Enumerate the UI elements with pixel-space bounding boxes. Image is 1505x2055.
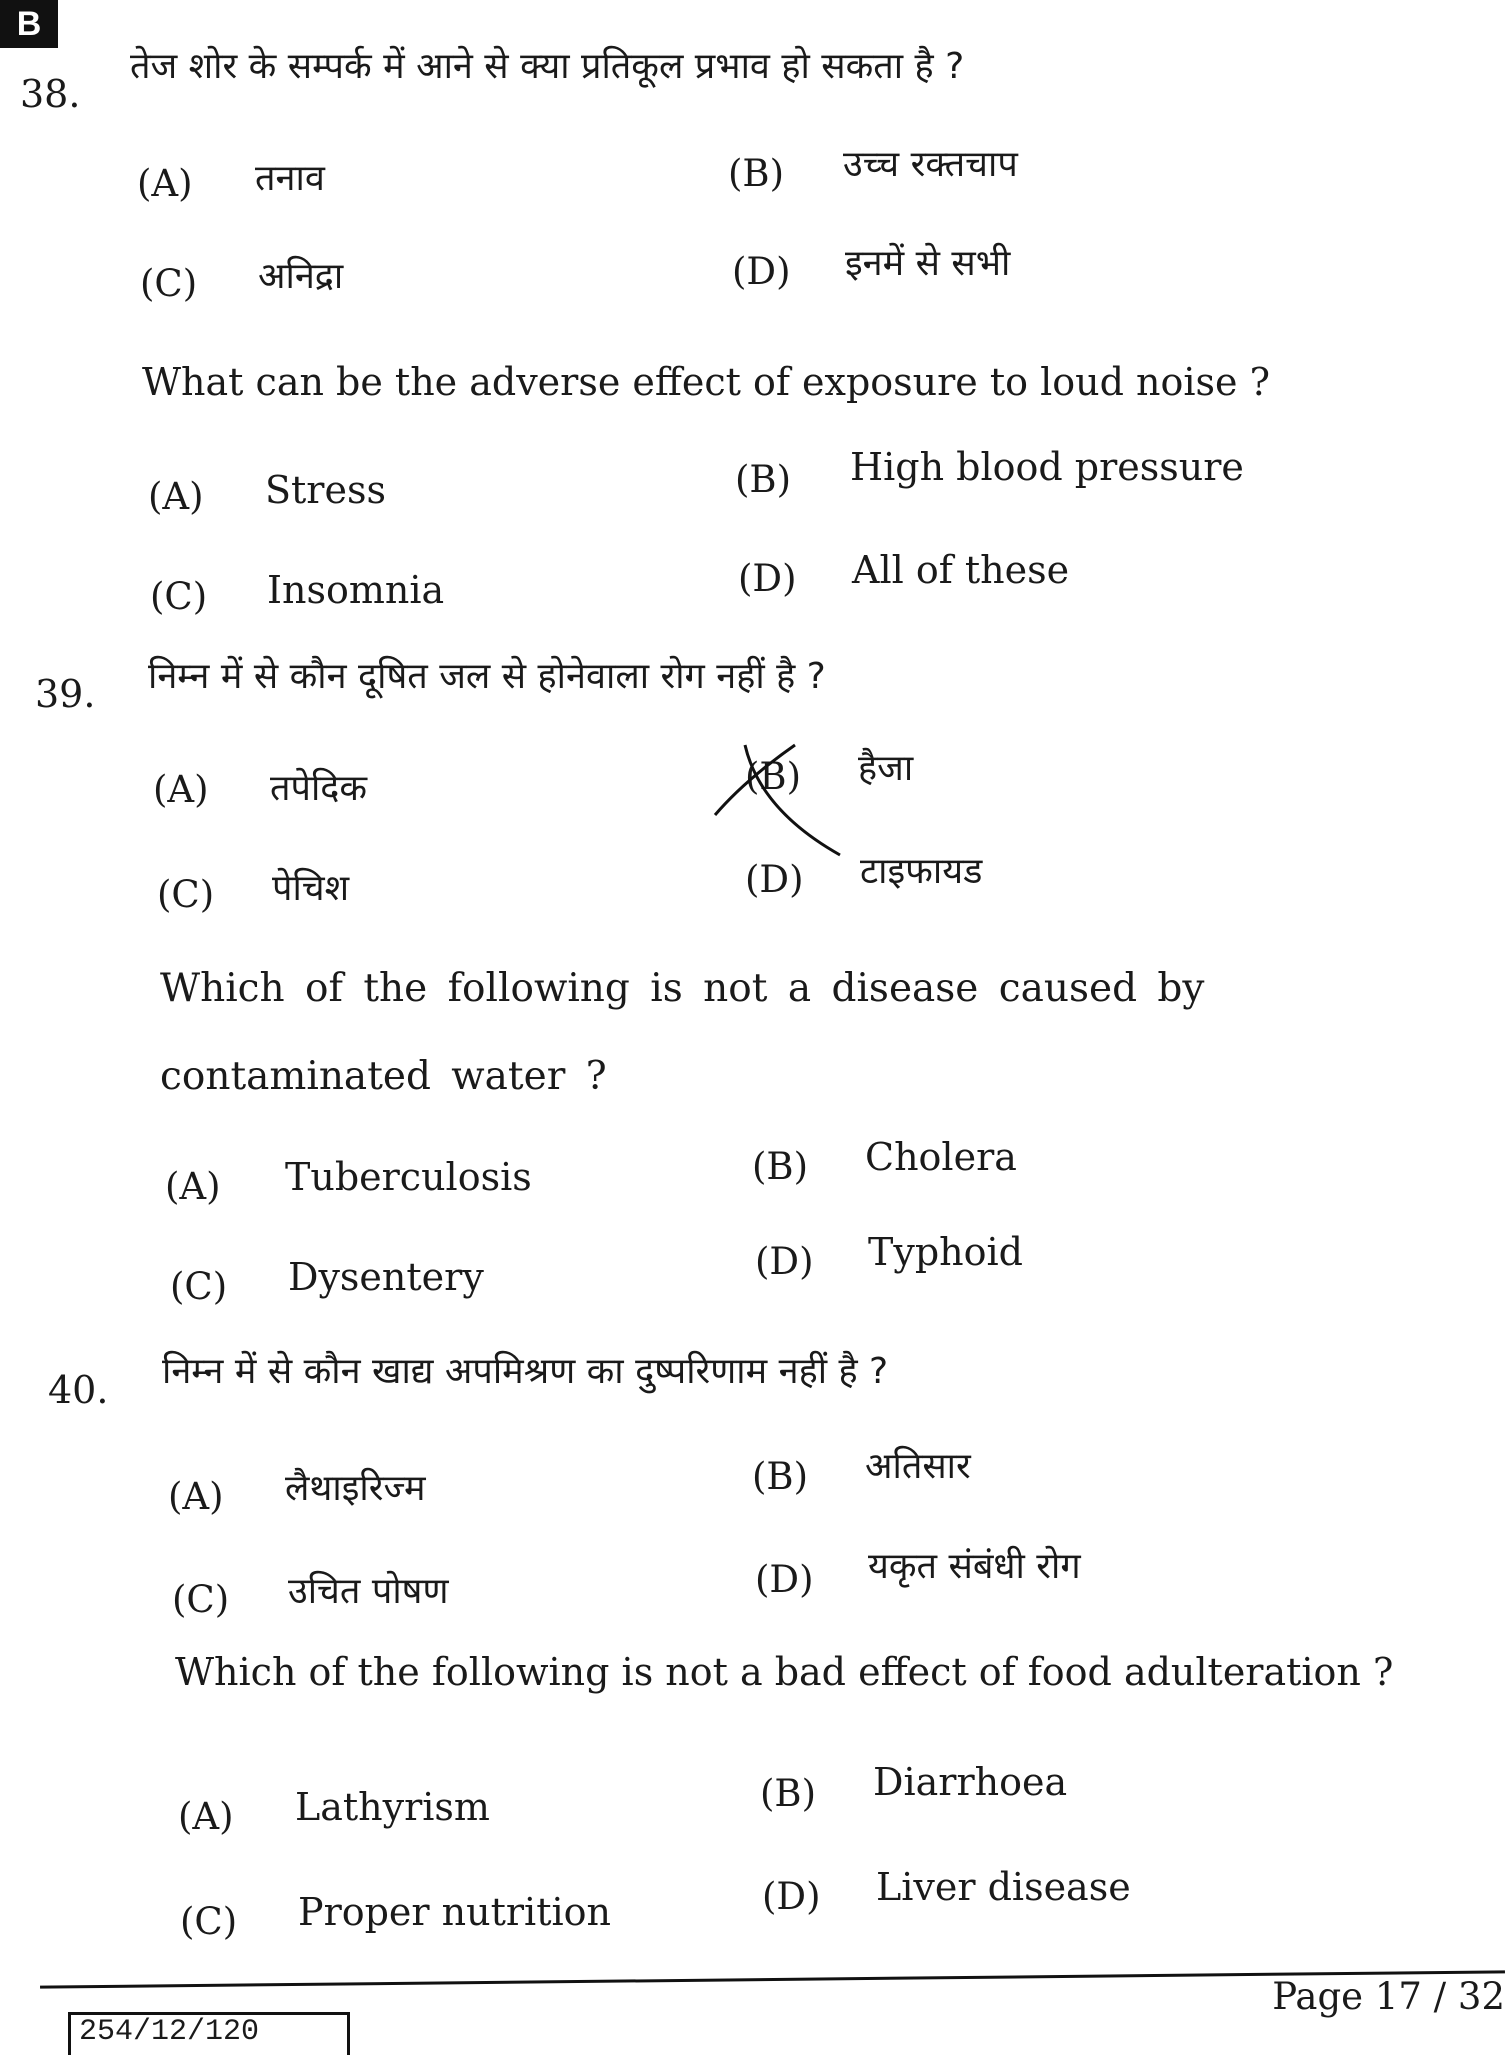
option-label: (B) bbox=[728, 152, 785, 195]
option-text-english: Diarrhoea bbox=[873, 1760, 1068, 1804]
option-label: (B) bbox=[752, 1145, 809, 1188]
option-text-hindi: उचित पोषण bbox=[288, 1571, 449, 1612]
question-text-english: Which of the following is not a disease caused by contaminated water ? bbox=[160, 966, 1205, 1099]
question-number: 40. bbox=[48, 1368, 109, 1412]
option-label: (C) bbox=[180, 1900, 238, 1943]
option-label: (D) bbox=[732, 250, 791, 293]
question-text-english: What can be the adverse effect of exposure to loud noise ? bbox=[142, 360, 1270, 404]
option-label: (B) bbox=[735, 458, 792, 501]
question-number: 38. bbox=[20, 72, 81, 116]
option-label: (C) bbox=[172, 1578, 230, 1621]
question-text-hindi: तेज शोर के सम्पर्क में आने से क्या प्रतिकूल प्रभाव हो सकता है ? bbox=[130, 46, 965, 87]
option-text-english: Stress bbox=[265, 468, 386, 512]
option-label: (A) bbox=[168, 1475, 224, 1518]
option-text-english: Tuberculosis bbox=[285, 1155, 532, 1199]
option-text-hindi: तनाव bbox=[255, 158, 325, 199]
option-text-english: Dysentery bbox=[288, 1255, 484, 1299]
option-text-english: Liver disease bbox=[876, 1865, 1131, 1909]
question-text-english: Which of the following is not a bad effect of food adulteration ? bbox=[175, 1650, 1394, 1694]
option-label: (C) bbox=[157, 873, 215, 916]
option-text-hindi: अतिसार bbox=[865, 1446, 971, 1487]
option-label: (C) bbox=[140, 262, 198, 305]
option-text-hindi: यकृत संबंधी रोग bbox=[868, 1546, 1081, 1587]
option-label: (D) bbox=[762, 1875, 821, 1918]
option-text-english: Lathyrism bbox=[295, 1785, 490, 1829]
question-text-hindi: निम्न में से कौन खाद्य अपमिश्रण का दुष्परिणाम नहीं है ? bbox=[162, 1351, 889, 1392]
option-text-hindi: पेचिश bbox=[272, 868, 350, 909]
option-label: (D) bbox=[745, 858, 804, 901]
booklet-code: 254/12/120 bbox=[68, 2012, 350, 2055]
option-label: (C) bbox=[150, 575, 208, 618]
option-text-hindi: अनिद्रा bbox=[258, 256, 344, 297]
option-text-hindi: लैथाइरिज्म bbox=[285, 1468, 426, 1509]
option-text-hindi: टाइफायड bbox=[860, 851, 983, 892]
option-label: (A) bbox=[178, 1795, 234, 1838]
option-text-english: Insomnia bbox=[267, 568, 445, 612]
option-text-english: Typhoid bbox=[868, 1230, 1023, 1274]
option-label: (A) bbox=[148, 475, 204, 518]
page-number: Page 17 / 32 bbox=[1272, 1975, 1505, 2018]
option-label: (D) bbox=[755, 1558, 814, 1601]
option-text-hindi: हैजा bbox=[858, 748, 914, 789]
option-text-english: Proper nutrition bbox=[298, 1890, 611, 1934]
series-badge: B bbox=[0, 0, 58, 48]
option-label: (C) bbox=[170, 1265, 228, 1308]
option-label: (B) bbox=[752, 1455, 809, 1498]
option-label: (B) bbox=[760, 1772, 817, 1815]
option-label: (A) bbox=[137, 162, 193, 205]
question-number: 39. bbox=[35, 672, 96, 716]
option-text-hindi: तपेदिक bbox=[270, 768, 368, 809]
option-label: (D) bbox=[738, 557, 797, 600]
question-text-hindi: निम्न में से कौन दूषित जल से होनेवाला रोग नहीं है ? bbox=[148, 656, 826, 697]
option-label: (B) bbox=[745, 755, 802, 798]
option-label: (D) bbox=[755, 1240, 814, 1283]
option-text-hindi: उच्च रक्तचाप bbox=[843, 144, 1018, 185]
option-text-hindi: इनमें से सभी bbox=[845, 243, 1011, 284]
option-text-english: Cholera bbox=[865, 1135, 1017, 1179]
option-label: (A) bbox=[165, 1165, 221, 1208]
option-label: (A) bbox=[153, 768, 209, 811]
option-text-english: All of these bbox=[852, 548, 1070, 592]
option-text-english: High blood pressure bbox=[850, 445, 1244, 489]
